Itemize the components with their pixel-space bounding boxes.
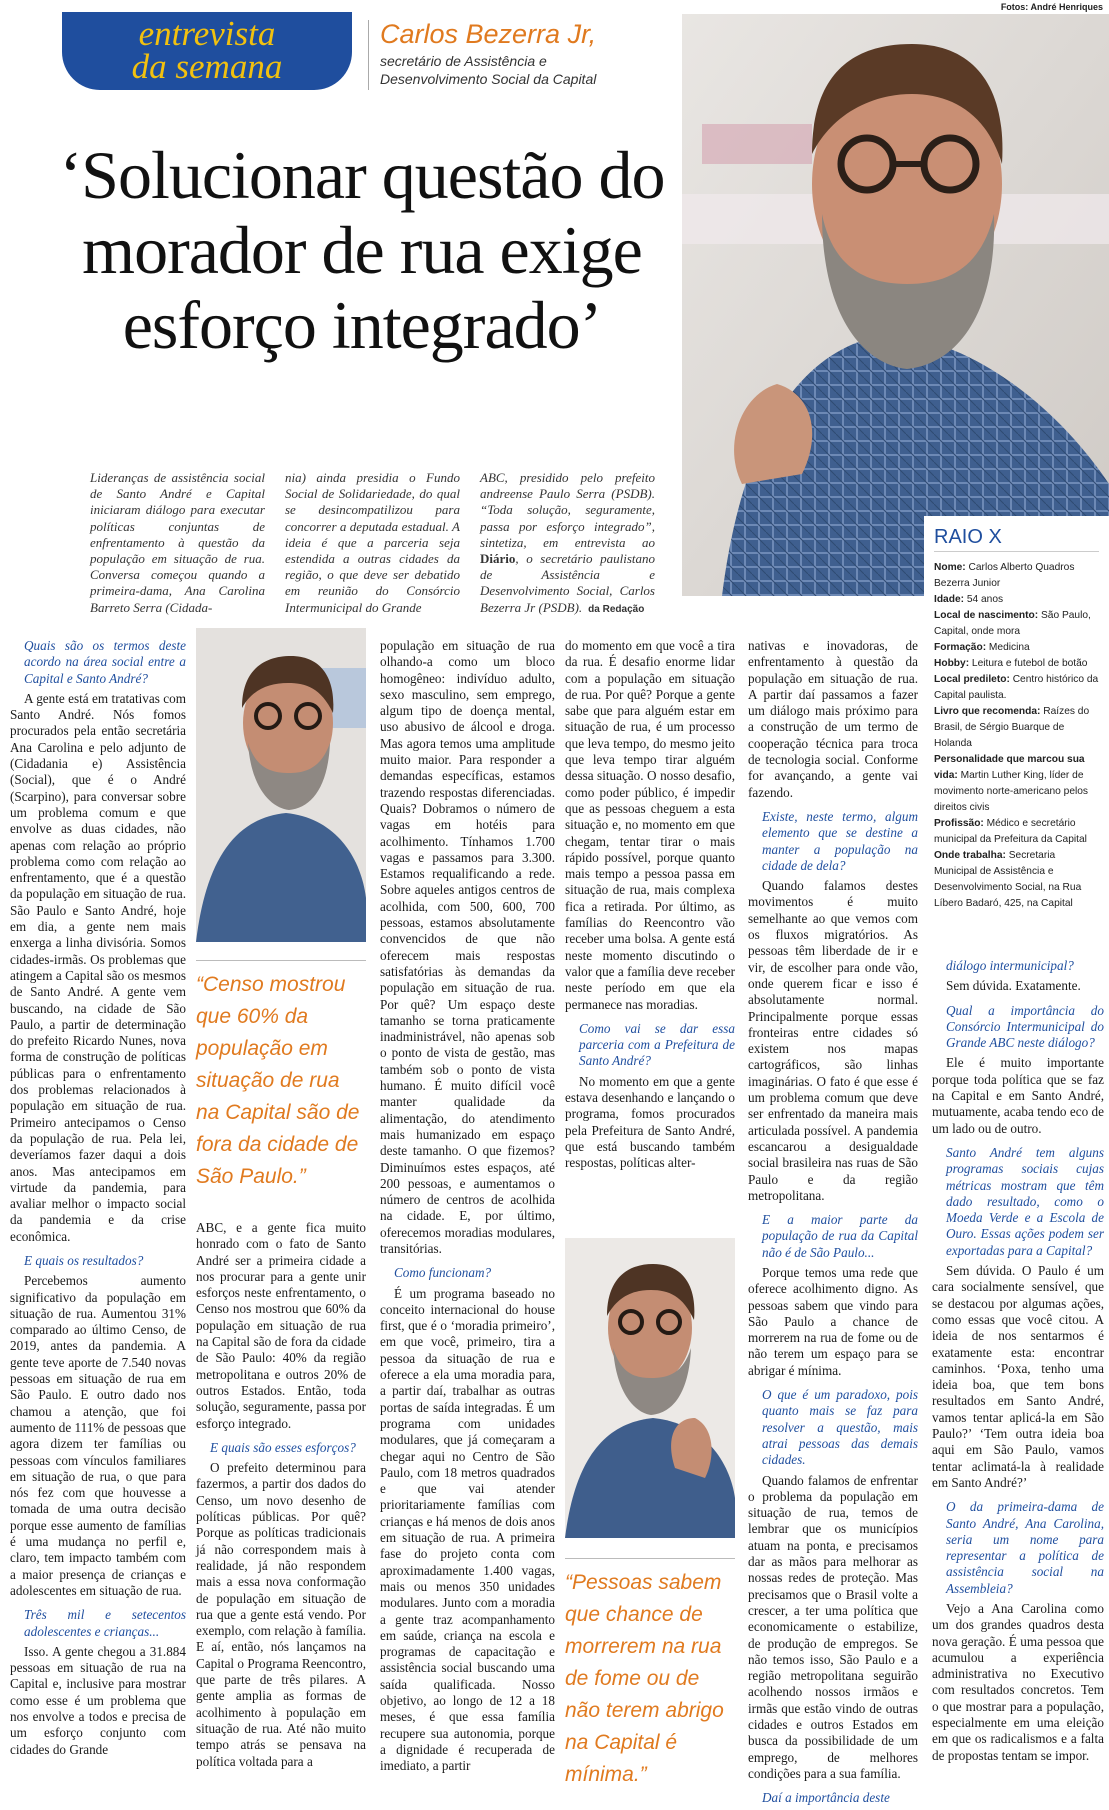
interview-question: E quais são esses esforços? — [210, 1439, 356, 1455]
body-column-1 — [10, 638, 186, 1758]
interview-question: Existe, neste termo, algum elemento que se destine a manter a população na cidade de dela? — [762, 808, 918, 873]
body-column-2 — [196, 1220, 366, 1770]
intro-text-a: ABC, presidido pelo prefeito andreense Paulo Serra (PSDB). “Toda solução, seguramente, passa por esforço integrado”, sintetiza, em entrevista ao — [480, 470, 655, 550]
raio-x-value: Martin Luther King, líder de movimento norte-americano pelos direitos civis — [934, 770, 1089, 813]
raio-x-value: Médico e secretário municipal da Prefeitura da Capital — [934, 818, 1087, 845]
raio-x-key: Local de nascimento: — [934, 610, 1041, 621]
interview-question: E quais os resultados? — [24, 1252, 144, 1268]
raio-x-item — [934, 560, 1099, 592]
interview-answer: No momento em que a gente estava desenhando e lançando o programa, fomos procurados pela Prefeitura de Santo André, que está buscando também respostas, políticas alter- — [565, 1073, 735, 1171]
interview-answer: nativas e inovadoras, de enfrentamento à questão da população em situação de rua. A partir daí passamos a fazer um diálogo mais próximo para a construção de um termo de cooperação técnica para troca de tecnologia social. Conforme for avançando, a gente vai fazendo. — [748, 638, 918, 800]
interview-answer: Percebemos aumento significativo da população em situação de rua. Aumentou 31% comparado ao último Censo, de 2019, antes da pandemia. A gente teve aporte de 7.540 novas pessoas em situação de rua em São Paulo. E outro dado nos chamou a atenção, que foi aumento de 111% de pessoas que agora dizem ter famílias ou pessoas com vínculos familiares em situação de rua, o que para nós fez com que houvesse a tomada de uma outra decisão porque esse aumento de famílias é uma mudança no perfil e, claro, tem impacto também com a maior presença de crianças e adolescentes em situação de rua. — [10, 1273, 186, 1598]
intro-col-3 — [480, 470, 655, 618]
raio-x-key: Onde trabalha: — [934, 850, 1009, 861]
body-column-3 — [380, 638, 555, 1774]
raio-x-item — [934, 752, 1099, 816]
raio-x-key: Livro que recomenda: — [934, 706, 1044, 717]
interview-answer: do momento em que você a tira da rua. É desafio enorme lidar com a população em situação de rua. Por quê? Porque a gente sabe que para alguém estar em situação de rua, é um processo que leva tempo, do mesmo jeito que leva tempo tirar alguém dessa situação. O nosso desafio, como poder público, é impedir que as pessoas cheguem a esta situação e, no momento em que chegam, tentar tirar o mais rápido possível, porque quanto mais tempo a pessoa passa em situação de rua, mais complexa fica a retirada. Por último, as famílias do Reencontro vão receber uma bolsa. A gente está neste momento discutindo o valor que a família deve receber neste período em que ela permanece nas moradias. — [565, 638, 735, 1012]
interview-answer: Quando falamos destes movimentos é muito semelhante ao que vemos com os fluxos migratórios. As pessoas têm liberdade de ir e vir, de escolher para onde vão, onde querem ficar e isso é absolutamente normal. Principalmente porque essas fronteiras entre cidades só existem nos mapas cartográficos, são linhas imaginárias. O fato é que esse é um problema comum que deve ser enfrentado da maneira mais articulada possível. A pandemia escancarou a desigualdade social brasileira nas ruas de São Paulo e da região metropolitana. — [748, 878, 918, 1203]
section-kicker — [62, 12, 352, 90]
raio-x-value: Carlos Alberto Quadros Bezerra Junior — [934, 562, 1075, 589]
photo-credit: Fotos: André Henriques — [1000, 2, 1103, 12]
interview-answer: O prefeito determinou para fazermos, a partir dos dados do Censo, um novo desenho de políticas públicas. Por quê? Porque as políticas tradicionais já não correspondem mais à realidade, já não respondem mais a essa nova conformação de população em situação de rua que a gente está vendo. Por exemplo, com relação à família. E aí, então, nós lançamos na Capital o Programa Reencontro, que parte de três pilares. A gente amplia as formas de acolhimento à população em situação de rua. Até não muito tempo atrás se pensava na política voltada para a — [196, 1460, 366, 1769]
interview-question: Qual a importância do Consórcio Intermunicipal do Grande ABC neste diálogo? — [946, 1002, 1104, 1051]
interview-answer: ABC, e a gente fica muito honrado com o fato de Santo André ser a primeira cidade a nos procurar para a gente unir esforços neste enfrentamento, o Censo nos mostrou que 60% da população em situação de rua na Capital são de fora da cidade de São Paulo: 40% da região metropolitana e outros 20% de outros Estados. Então, toda solução, seguramente, passa por esforço integrado. — [196, 1220, 366, 1431]
raio-x-value: Secretaria Municipal de Assistência e Desenvolvimento Social, na Rua Líbero Badaró, 425, na Capital — [934, 850, 1082, 909]
body-column-5 — [748, 638, 918, 1810]
headline-line-2: morador de rua exige — [82, 212, 642, 288]
interview-question: Quais são os termos deste acordo na área social entre a Capital e Santo André? — [24, 638, 186, 686]
raio-x-key: Formação: — [934, 642, 989, 653]
raio-x-item — [934, 704, 1099, 752]
headline — [42, 138, 682, 363]
raio-x-value: Centro histórico da Capital paulista. — [934, 674, 1099, 701]
interview-question: Daí a importância deste — [762, 1790, 890, 1806]
interview-answer: Quando falamos de enfrentar o problema da população em situação de rua, temos de lembrar que os municípios atuam na ponta, e precisamos dar as mãos para melhorar as nossas redes de proteção. Mas precisamos que o Brasil volte a crescer, a ter uma política que economicamente o estabilize, de produção de empregos. Se não temos isso, São Paulo e a região metropolitana seguirão acolhendo nossos irmãos e irmãs que estão vindo de outras cidades e outros Estados em busca da possibilidade de um emprego, de melhores condições para a sua família. — [748, 1472, 918, 1781]
raio-x-key: Idade: — [934, 594, 967, 605]
intro-col-1: Lideranças de assistência social de Santo André e Capital iniciaram diálogo para executar políticas conjuntas de enfrentamento à questão da população em situação de rua. Conversa começou quando a primeira-dama, Ana Carolina Barreto Serra (Cidada- — [90, 470, 265, 615]
interview-answer: Porque temos uma rede que oferece acolhimento digno. As pessoas sabem que vindo para São Paulo a chance de morrerem na rua de fome ou de não terem um espaço para se abrigar é mínima. — [748, 1264, 918, 1378]
interviewee-role-line-2: Desenvolvimento Social da Capital — [380, 71, 597, 87]
raio-x-list — [934, 560, 1099, 912]
raio-x-value: 54 anos — [966, 594, 1004, 605]
intro-newspaper-name: Diário — [480, 551, 516, 567]
interview-answer: Ele é muito importante porque toda política que se faz na Capital e em Santo André, mutuamente, acaba tendo eco de um lado ou de outro. — [932, 1055, 1104, 1136]
interview-question: Três mil e setecentos adolescentes e crianças... — [24, 1607, 186, 1639]
interview-answer: Isso. A gente chegou a 31.884 pessoas em situação de rua na Capital e, inclusive para mostrar como esse é um problema que nos envolve a todos e precisa de um esforço conjunto com cidades do Grande — [10, 1643, 186, 1757]
interview-question: O da primeira-dama de Santo André, Ana Carolina, seria um nome para representar a política de assistência social na Assembleia? — [946, 1499, 1104, 1596]
headline-line-1: ‘Solucionar questão do — [59, 137, 665, 213]
interview-question: Como funcionam? — [394, 1265, 492, 1281]
raio-x-title: RAIO X — [934, 522, 1099, 552]
interview-answer: população em situação de rua olhando-a como um bloco homogêneo: indivíduo adulto, sexo masculino, sem emprego, algum tipo de doença mental, uso abusivo de álcool e droga. Mas agora temos uma amplitude muito maior. Para responder a demandas específicas, estamos trazendo respostas diferenciadas. Quais? Dobramos o número de vagas em hotéis para acolhimento. Tínhamos 1.700 vagas e passamos para 3.300. Estamos requalificando a rede. Sobre aqueles antigos centros de acolhida, com 500, 600, 700 pessoas, estamos absolutamente convencidos de que não oferecem mais respostas satisfatórias às demandas da população em situação de rua. Por quê? Um espaço deste tamanho se torna praticamente inadministrável, não apenas sob o ponto de vista de gestão, mas também sob o ponto de vista humano. É muito difícil você manter qualidade da alimentação, do atendimento mais humanizado em espaço deste tamanho. O que fizemos? Diminuímos estes espaços, até 200 pessoas, e aumentamos o número de centros de acolhida na cidade. E, por último, oferecemos moradias modulares, transitórias. — [380, 638, 555, 1256]
raio-x-key: Local predileto: — [934, 674, 1013, 685]
portrait-illustration-small-1 — [196, 628, 366, 942]
raio-x-item — [934, 848, 1099, 912]
pull-quote-2: “Pessoas sabem que chance de morrerem na rua de fome ou de não terem abrigo na Capital é mínima.” — [565, 1558, 735, 1791]
interviewee-header — [380, 18, 680, 88]
interview-question: Santo André tem alguns programas sociais cujas métricas mostram que têm dado resultado, como o Moeda Verde e a Escola de Ouro. Essas ações podem ser exportadas para a Capital? — [946, 1144, 1104, 1258]
interview-answer: Sem dúvida. O Paulo é um cara socialmente sensível, que se destacou por algumas ações, como essas que você citou. A ideia de nos sentarmos é exatamente esta: encontrar caminhos. ‘Poxa, tenho uma ideia boa, que tem bons resultados em Santo André, vamos tentar aplicá-la em São Paulo?’ ‘Tem outra ideia boa aqui em São Paulo, vamos tentar aclimatá-la à realidade em Santo André?’ — [932, 1263, 1104, 1490]
headline-line-3: esforço integrado’ — [122, 287, 602, 363]
interview-answer: A gente está em tratativas com Santo André. Nós fomos procurados pela então secretária Ana Carolina e pelo adjunto de (Cidadania e) Assistência (Social), que é o André (Scarpino), para conversar sobre um problema comum e que envolve as duas cidades, não apenas com relação ao próprio problema como com relação ao enfrentamento, que é a questão da população em situação de rua. São Paulo e Santo André, hoje em dia, a gente nem mais enxerga a linha divisória. Somos cidades-irmãs. Os problemas que atingem a Capital são os mesmos de Santo André. A gente vem buscando, na cidade de São Paulo, a partir de determinação do prefeito Ricardo Nunes, nova forma de construção de políticas públicas para o enfrentamento dos problemas relacionados à população em situação de rua. Primeiro antecipamos o Censo da população de rua. Pela lei, deveríamos fazer daqui a dois anos. Mas antecipamos em virtude da pandemia, para avaliar melhor o impacto social da pandemia e da crise econômica. — [10, 690, 186, 1244]
intro-text-c: , o secretário paulistano de Assistência e Desenvolvimento Social, Carlos Bezerra Jr (PSDB). — [480, 551, 655, 615]
hero-portrait-photo — [682, 14, 1109, 596]
hero-portrait-illustration — [682, 14, 1109, 596]
kicker-line-2: da semana — [131, 47, 283, 86]
body-column-4 — [565, 638, 735, 1172]
column-photo-2 — [565, 1238, 735, 1538]
raio-x-key: Profissão: — [934, 818, 987, 829]
raio-x-key: Personalidade que marcou sua vida: — [934, 754, 1085, 781]
raio-x-key: Hobby: — [934, 658, 972, 669]
raio-x-value: Leitura e futebol de botão — [971, 658, 1088, 669]
column-photo-1 — [196, 628, 366, 942]
raio-x-box — [924, 516, 1109, 922]
body-column-6 — [932, 958, 1104, 1764]
pull-quote-1: “Censo mostrou que 60% da população em situação de rua na Capital são de fora da cidade de São Paulo.” — [196, 960, 366, 1193]
interview-question: diálogo intermunicipal? — [946, 958, 1074, 973]
raio-x-item — [934, 592, 1099, 608]
interviewee-name: Carlos Bezerra Jr, — [380, 19, 597, 49]
raio-x-item — [934, 816, 1099, 848]
raio-x-item — [934, 608, 1099, 640]
kicker-line-1: entrevista — [138, 14, 276, 53]
raio-x-item — [934, 672, 1099, 704]
interview-answer: Sem dúvida. Exatamente. — [946, 978, 1081, 994]
interview-question: O que é um paradoxo, pois quanto mais se faz para resolver a questão, mais atrai pessoas das demais cidades. — [762, 1387, 918, 1468]
interviewee-role-line-1: secretário de Assistência e — [380, 53, 547, 69]
header-divider — [368, 20, 369, 90]
interview-question: Como vai se dar essa parceria com a Prefeitura de Santo André? — [579, 1020, 735, 1069]
portrait-illustration-small-2 — [565, 1238, 735, 1538]
raio-x-item — [934, 656, 1099, 672]
intro-col-2: nia) ainda presidia o Fundo Social de Solidariedade, do qual se desincompatilizou para concorrer a deputada estadual. A ideia é que a parceria seja estendida a outras cidades da região, o que deve ser debatido em reunião do Consórcio Intermunicipal do Grande — [285, 470, 460, 615]
raio-x-item — [934, 640, 1099, 656]
raio-x-value: São Paulo, Capital, onde mora — [934, 610, 1091, 637]
raio-x-key: Nome: — [934, 562, 969, 573]
raio-x-value: Raízes do Brasil, de Sérgio Buarque de Holanda — [934, 706, 1090, 749]
interview-answer: É um programa baseado no conceito internacional do house first, que é o ‘moradia primeiro’, em que você, primeiro, tira a pessoa da situação de rua e oferece a ela uma moradia para, a partir daí, trabalhar as outras portas de saída integradas. É um programa com unidades modulares, que já começaram a chegar aqui no Centro de São Paulo, com 18 metros quadrados e que vai atender prioritariamente famílias com crianças e há menos de dois anos em situação de rua. A primeira fase do projeto conta com aproximadamente 1.400 vagas, mais ou menos 350 unidades modulares. Junto com a moradia a gente traz acompanhamento em saúde, criança na escola e programas de capacitação e assistência social buscando uma saída qualificada. Nosso objetivo, ao longo de 12 a 18 meses, é que essa família recupere sua autonomia, porque a dignidade é recuperada de imediato, a partir — [380, 1285, 555, 1774]
byline: da Redação — [588, 603, 645, 615]
interview-answer: Vejo a Ana Carolina como um dos grandes quadros desta nova geração. É uma pessoa que acumulou a experiência administrativa no Executivo com resultados concretos. Tem o que mostrar para a população, especialmente em uma eleição em que os radicalismos e a falta de propostas tentam se impor. — [932, 1600, 1104, 1763]
interview-question: E a maior parte da população de rua da Capital não é de São Paulo... — [762, 1212, 918, 1260]
raio-x-value: Medicina — [988, 642, 1030, 653]
